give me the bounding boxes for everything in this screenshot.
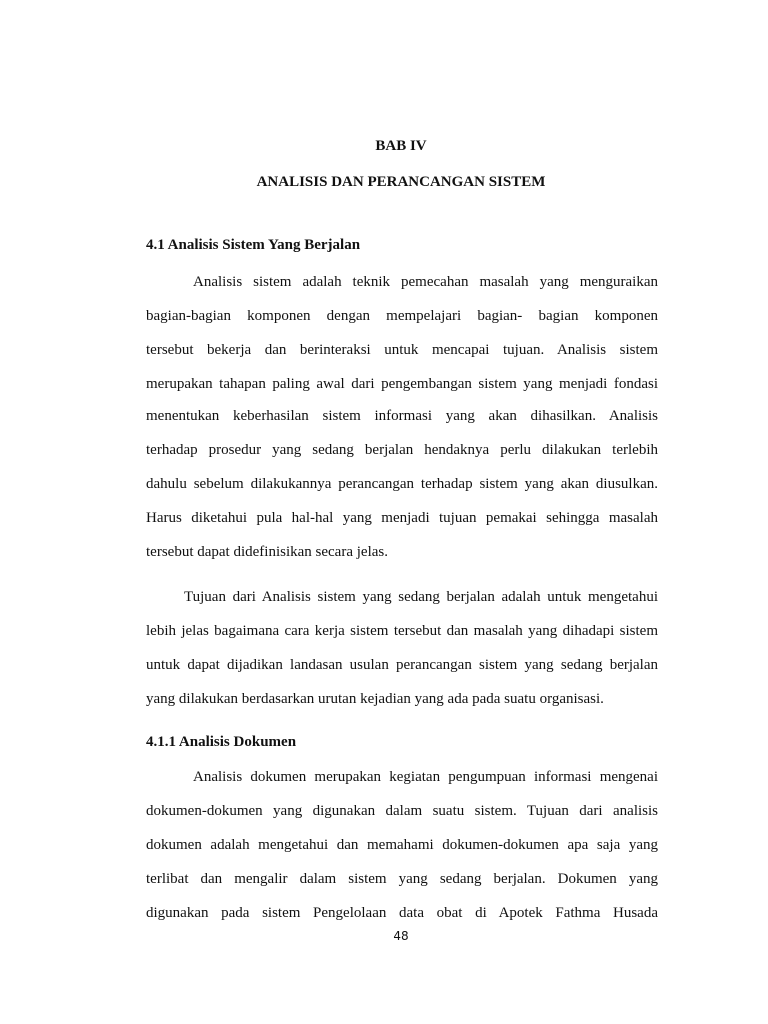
paragraph-line: Harus diketahui pula hal-hal yang menjadi tujuan pemakai sehingga masalah xyxy=(146,510,658,526)
chapter-title: ANALISIS DAN PERANCANGAN SISTEM xyxy=(256,174,546,190)
paragraph-line: Analisis dokumen merupakan kegiatan pengumpuan informasi mengenai xyxy=(193,769,658,785)
paragraph-line: dokumen-dokumen yang digunakan dalam suatu sistem. Tujuan dari analisis xyxy=(146,803,658,819)
page-number: 48 xyxy=(393,929,409,943)
paragraph-line: terlibat dan mengalir dalam sistem yang sedang berjalan. Dokumen yang xyxy=(146,871,658,887)
paragraph-line: untuk dapat dijadikan landasan usulan perancangan sistem yang sedang berjalan xyxy=(146,657,658,673)
paragraph-line: menentukan keberhasilan sistem informasi yang akan dihasilkan. Analisis xyxy=(146,408,658,424)
paragraph-line: tersebut dapat didefinisikan secara jelas. xyxy=(146,544,388,560)
paragraph-line: dahulu sebelum dilakukannya perancangan terhadap sistem yang akan diusulkan. xyxy=(146,476,658,492)
chapter-label: BAB IV xyxy=(375,138,427,154)
paragraph-line: bagian-bagian komponen dengan mempelajari bagian- bagian komponen xyxy=(146,308,658,324)
paragraph-line: merupakan tahapan paling awal dari pengembangan sistem yang menjadi fondasi xyxy=(146,376,658,392)
paragraph-line: Tujuan dari Analisis sistem yang sedang berjalan adalah untuk mengetahui xyxy=(184,589,658,605)
section-heading-4-1-1: 4.1.1 Analisis Dokumen xyxy=(146,734,297,750)
paragraph-line: tersebut bekerja dan berinteraksi untuk mencapai tujuan. Analisis sistem xyxy=(146,342,658,358)
paragraph-line: yang dilakukan berdasarkan urutan kejadian yang ada pada suatu organisasi. xyxy=(146,691,604,707)
paragraph-line: dokumen adalah mengetahui dan memahami dokumen-dokumen apa saja yang xyxy=(146,837,658,853)
paragraph-line: lebih jelas bagaimana cara kerja sistem tersebut dan masalah yang dihadapi sistem xyxy=(146,623,658,639)
section-heading-4-1: 4.1 Analisis Sistem Yang Berjalan xyxy=(146,237,361,253)
paragraph-line: Analisis sistem adalah teknik pemecahan masalah yang menguraikan xyxy=(193,274,658,290)
paragraph-line: digunakan pada sistem Pengelolaan data obat di Apotek Fathma Husada xyxy=(146,905,658,921)
paragraph-line: terhadap prosedur yang sedang berjalan hendaknya perlu dilakukan terlebih xyxy=(146,442,658,458)
